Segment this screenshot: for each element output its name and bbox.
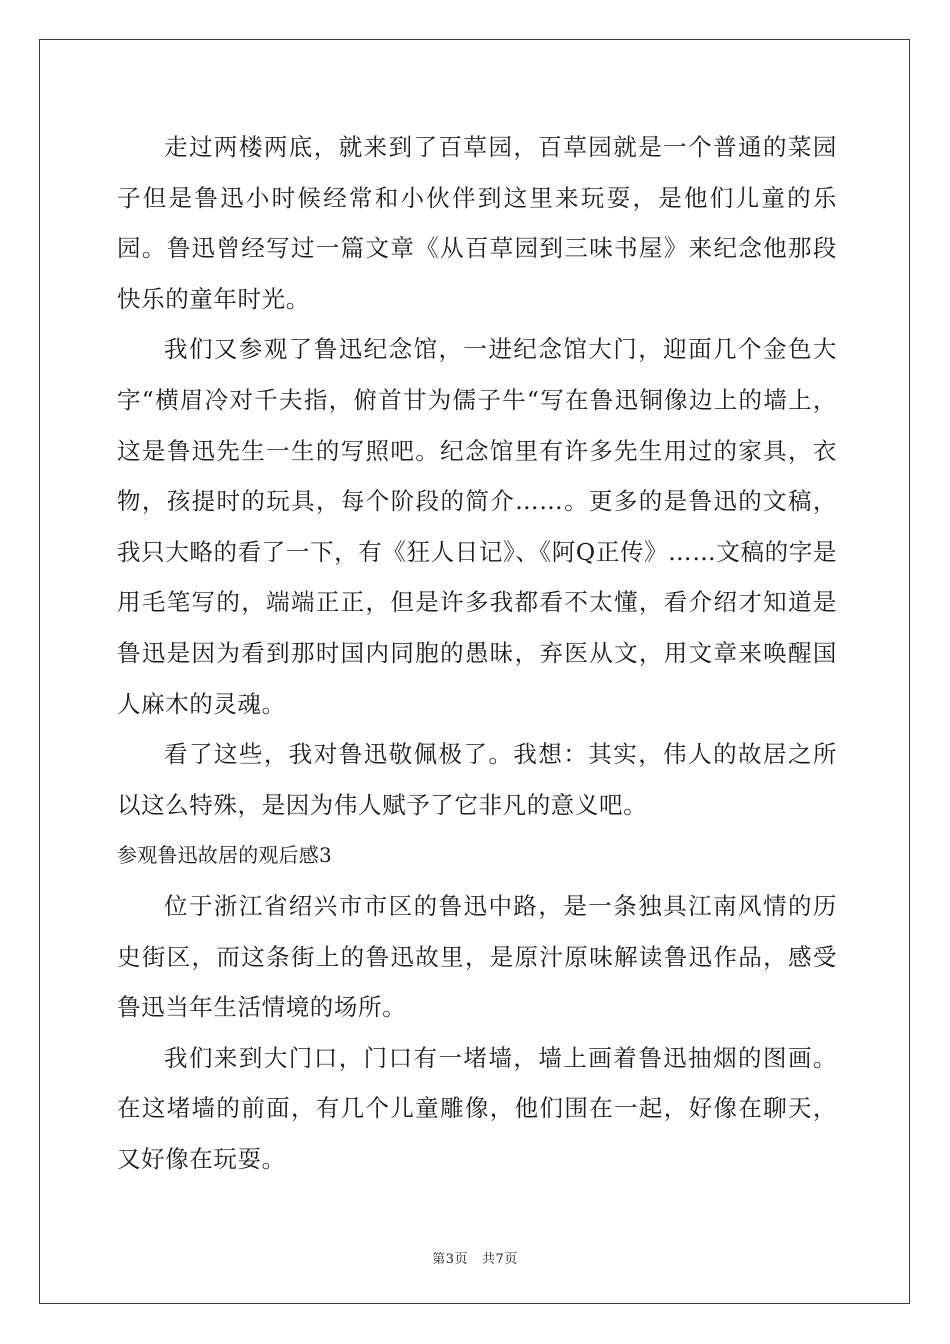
paragraph-admiration: 看了这些，我对鲁迅敬佩极了。我想：其实，伟人的故居之所以这么特殊，是因为伟人赋予了它非凡的意义吧。 xyxy=(117,740,837,819)
page-number: 第3页 xyxy=(432,1252,468,1267)
document-body xyxy=(117,122,837,1184)
section-heading: 参观鲁迅故居的观后感3 xyxy=(117,843,332,868)
paragraph-memorial-hall: 我们又参观了鲁迅纪念馆，一进纪念馆大门，迎面几个金色大字“横眉冷对千夫指，俯首甘为儒子牛“写在鲁迅铜像边上的墙上，这是鲁迅先生一生的写照吧。纪念馆里有许多先生用过的家具，衣物，孩提时的玩具，每个阶段的简介……。更多的是鲁迅的文稿，我只大略的看了一下，有《狂人日记》、《阿Q正传》……文稿的字是用毛笔写的，端端正正，但是许多我都看不太懂，看介绍才知道是鲁迅是因为看到那时国内同胞的愚昧，弃医从文，用文章来唤醒国人麻木的灵魂。 xyxy=(117,335,837,718)
paragraph-baicaoyuan: 走过两楼两底，就来到了百草园，百草园就是一个普通的菜园子但是鲁迅小时候经常和小伙伴到这里来玩耍，是他们儿童的乐园。鲁迅曾经写过一篇文章《从百草园到三味书屋》来纪念他那段快乐的童年时光。 xyxy=(117,133,837,313)
page-footer xyxy=(0,1248,950,1267)
paragraph-luxun-road: 位于浙江省绍兴市市区的鲁迅中路，是一条独具江南风情的历史街区，而这条街上的鲁迅故里，是原汁原味解读鲁迅作品，感受鲁迅当年生活情境的场所。 xyxy=(117,891,837,1022)
page-total: 共7页 xyxy=(482,1252,518,1267)
paragraph-gate-wall: 我们来到大门口，门口有一堵墙，墙上画着鲁迅抽烟的图画。在这堵墙的前面，有几个儿童雕像，他们围在一起，好像在聊天，又好像在玩耍。 xyxy=(117,1043,837,1173)
